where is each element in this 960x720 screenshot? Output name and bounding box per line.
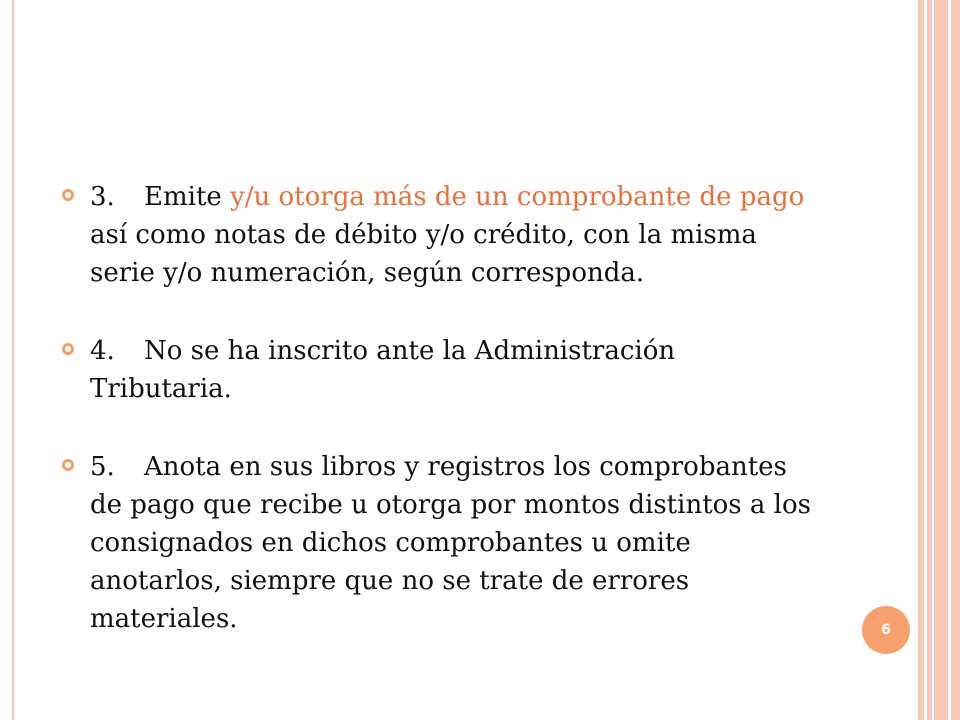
item-text-pre: Emite: [144, 182, 231, 212]
page-number-badge: 6: [862, 606, 910, 654]
left-border-decoration: [0, 0, 14, 720]
item-text: Anota en sus libros y registros los comprobantes de pago que recibe u otorga por montos distintos a los consignados en dichos comprobantes u omite anotarlos, siempre que no se trate de errores materiales.: [90, 452, 811, 634]
right-border-decoration: [918, 0, 960, 720]
list-item-5: [62, 448, 822, 638]
item-number: 5.: [90, 452, 115, 482]
item-number: 3.: [90, 182, 115, 212]
slide-content: [62, 178, 822, 638]
item-highlighted-text: y/u otorga más de un comprobante de pago: [230, 182, 805, 212]
item-text-post: así como notas de débito y/o crédito, con la misma serie y/o numeración, según corresponda.: [90, 220, 757, 288]
list-item-4: [62, 332, 822, 408]
bullet-circle-icon: [62, 343, 74, 355]
item-text: No se ha inscrito ante la Administración Tributaria.: [90, 336, 676, 404]
bullet-circle-icon: [62, 459, 74, 471]
item-number: 4.: [90, 336, 115, 366]
bullet-circle-icon: [62, 189, 74, 201]
list-item-3: [62, 178, 822, 292]
